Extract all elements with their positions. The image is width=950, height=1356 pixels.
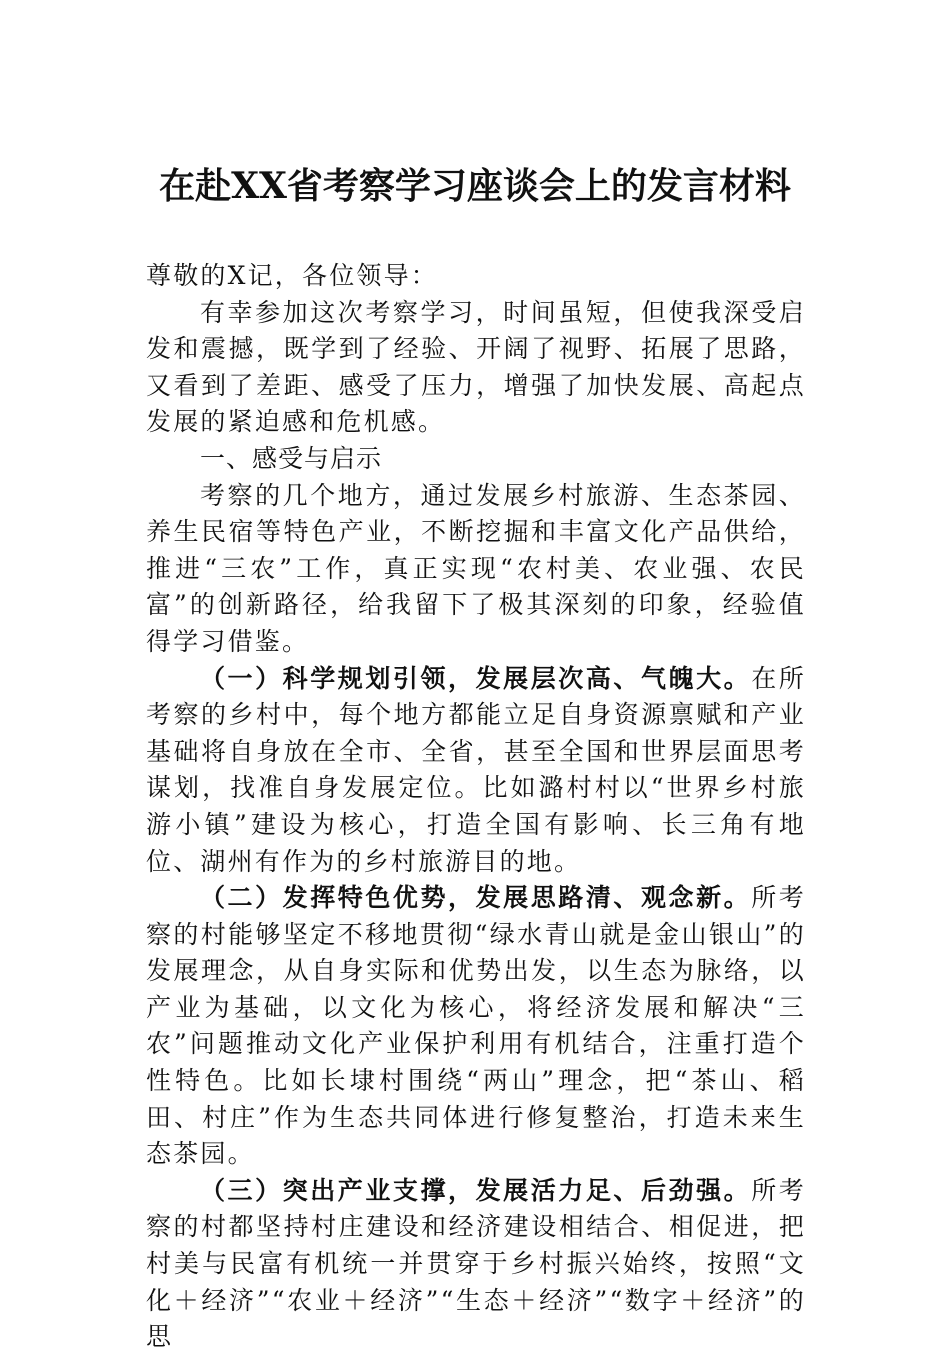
subsection-text-1: 在所考察的乡村中，每个地方都能立足自身资源禀赋和产业基础将自身放在全市、全省，甚至全国和世界层面思考谋划，找准自身发展定位。比如潞村村以“世界乡村旅游小镇”建设为核心，打造全国有影响、长三角有地位、湖州有作为的乡村旅游目的地。	[146, 663, 806, 876]
subsection-text-3: 所考察的村都坚持村庄建设和经济建设相结合、相促进，把村美与民富有机统一并贯穿于乡村振兴始终，按照“文化＋经济”“农业＋经济”“生态＋经济”“数字＋经济”的思	[146, 1175, 806, 1352]
document-title: 在赴XX省考察学习座谈会上的发言材料	[159, 165, 791, 207]
subsection-title-2: （二）发挥特色优势，发展思路清、观念新。	[200, 883, 752, 913]
salutation: 尊敬的X记，各位领导：	[146, 261, 438, 290]
section-lead-paragraph: 考察的几个地方，通过发展乡村旅游、生态茶园、养生民宿等特色产业，不断挖掘和丰富文化产品供给，推进“三农”工作，真正实现“农村美、农业强、农民富”的创新路径，给我留下了极其深刻的印象，经验值得学习借鉴。	[146, 480, 806, 656]
subsection-title-1: （一）科学规划引领，发展层次高、气魄大。	[200, 663, 752, 693]
document-body	[146, 258, 806, 1356]
subsection-title-3: （三）突出产业支撑，发展活力足、后劲强。	[200, 1175, 752, 1205]
intro-paragraph: 有幸参加这次考察学习，时间虽短，但使我深受启发和震撼，既学到了经验、开阔了视野、拓展了思路，又看到了差距、感受了压力，增强了加快发展、高起点发展的紧迫感和危机感。	[146, 297, 806, 437]
subsection-paragraph-1	[146, 661, 806, 881]
subsection-paragraph-2	[146, 880, 806, 1173]
subsection-text-2: 所考察的村能够坚定不移地贯彻“绿水青山就是金山银山”的发展理念，从自身实际和优势出发，以生态为脉络，以产业为基础，以文化为核心，将经济发展和解决“三农”问题推动文化产业保护利用有机结合，注重打造个性特色。比如长埭村围绕“两山”理念，把“茶山、稻田、村庄”作为生态共同体进行修复整治，打造未来生态茶园。	[146, 883, 806, 1169]
section-heading: 一、感受与启示	[200, 443, 383, 473]
subsection-paragraph-3	[146, 1173, 806, 1356]
